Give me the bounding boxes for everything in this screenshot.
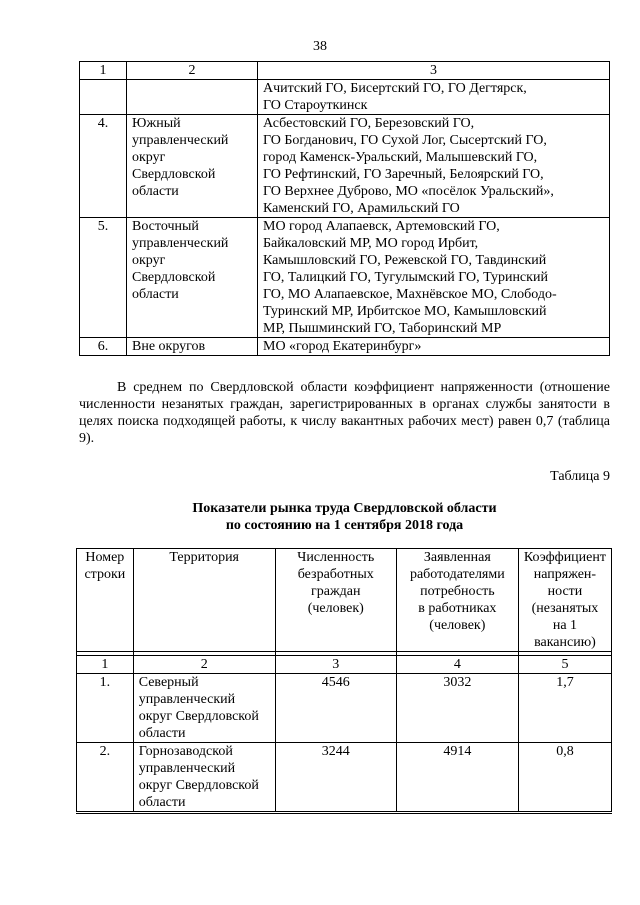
column-number: 4 [396,656,518,674]
column-number: 5 [518,656,611,674]
tension-ratio: 0,8 [518,743,611,813]
header-line: Коэффициент [523,550,606,565]
row-number: 6. [80,338,127,356]
header-line: потребность [420,584,495,599]
table-row [80,338,610,356]
municipalities-line: Байкаловский МР, МО город Ирбит, [263,236,479,251]
municipalities-line: ГО Рефтинский, ГО Заречный, Белоярский ГО, [263,167,544,182]
column-number: 2 [133,656,275,674]
municipalities-line: Камышловский ГО, Режевской ГО, Тавдинский [263,253,547,268]
municipalities-line: Асбестовский ГО, Березовский ГО, [263,116,475,131]
municipalities-list [258,218,610,338]
municipalities-line: Ачитский ГО, Бисертский ГО, ГО Дегтярск, [263,81,527,96]
header-line: Численность [297,550,375,565]
table-title [79,500,610,534]
header-line: вакансию) [534,635,596,650]
employer-demand: 3032 [396,674,518,743]
table-header-row [77,549,612,652]
territory-line: округ Свердловской [138,709,259,724]
territory-line: области [138,795,186,810]
header-line: граждан [311,584,361,599]
labour-market-table [76,548,612,814]
unemployed-count: 4546 [275,674,396,743]
municipalities-line: МР, Пышминский ГО, Таборинский МР [263,321,502,336]
region-name [127,80,258,115]
region-name: Вне округов [127,338,258,356]
header-line: безработных [297,567,374,582]
row-number: 2. [77,743,134,813]
header-cell-ratio [518,549,611,652]
row-number: 5. [80,218,127,338]
header-line: ности [547,584,583,599]
header-line: строки [84,567,126,582]
municipalities-line: Каменский ГО, Арамильский ГО [263,201,460,216]
header-line: (человек) [307,601,364,616]
municipalities-line: ГО Верхнее Дуброво, МО «посёлок Уральский», [263,184,554,199]
header-line: на 1 [552,618,578,633]
header-line: (человек) [429,618,486,633]
header-line: работодателями [409,567,505,582]
table-row [80,218,610,338]
header-line: Номер [85,550,125,565]
row-number: 1. [77,674,134,743]
municipalities-list [258,115,610,218]
body-paragraph: В среднем по Свердловской области коэффициент напряженности (отношение численности незанятых граждан, зарегистрированных в органах службы занятости в целях поиска подходящей работы, к числу вакантных рабочих мест) равен 0,7 (таблица 9). [79,380,610,446]
column-numbers-row [77,656,612,674]
page-number: 38 [313,39,327,54]
header-cell-row-number [77,549,134,652]
header-cell: 3 [258,62,610,80]
municipalities-line: Туринский МР, Ирбитское МО, Камышловский [263,304,547,319]
header-line: напряжен- [533,567,597,582]
region-name: Восточный управленческий округ Свердловской области [127,218,258,338]
tension-ratio: 1,7 [518,674,611,743]
territory-line: управленческий [138,692,236,707]
table-title-line: по состоянию на 1 сентября 2018 года [225,518,464,533]
territory-name [133,674,275,743]
table-row [80,115,610,218]
territory-line: управленческий [138,761,236,776]
header-line: в работниках [418,601,497,616]
territory-name [133,743,275,813]
municipalities-line: ГО Богданович, ГО Сухой Лог, Сысертский ГО, [263,133,547,148]
header-cell-demand [396,549,518,652]
header-cell-unemployed [275,549,396,652]
table-row [77,674,612,743]
municipalities-line: МО город Алапаевск, Артемовский ГО, [263,219,500,234]
header-line: (незанятых [531,601,599,616]
row-number [80,80,127,115]
municipalities-line: ГО Староуткинск [263,98,368,113]
employer-demand: 4914 [396,743,518,813]
column-number: 1 [77,656,134,674]
header-line: Территория [169,550,239,565]
region-name: Южный управленческий округ Свердловской области [127,115,258,218]
municipalities-list [258,338,610,356]
municipalities-line: МО «город Екатеринбург» [263,339,422,354]
territory-line: области [138,726,186,741]
table-row [80,80,610,115]
districts-table [79,61,610,356]
unemployed-count: 3244 [275,743,396,813]
row-number: 4. [80,115,127,218]
table-title-line: Показатели рынка труда Свердловской области [192,501,497,516]
municipalities-line: город Каменск-Уральский, Малышевский ГО, [263,150,538,165]
table-label: Таблица 9 [550,469,610,484]
header-cell: 2 [127,62,258,80]
territory-line: Горнозаводской [138,744,233,759]
header-cell: 1 [80,62,127,80]
municipalities-line: ГО, МО Алапаевское, Махнёвское МО, Слободо- [263,287,557,302]
territory-line: Северный [138,675,199,690]
header-cell-territory [133,549,275,652]
column-number: 3 [275,656,396,674]
header-line: Заявленная [423,550,491,565]
table-header-row [80,62,610,80]
municipalities-line: ГО, Талицкий ГО, Тугулымский ГО, Туринский [263,270,548,285]
table-row [77,743,612,813]
municipalities-list [258,80,610,115]
territory-line: округ Свердловской [138,778,259,793]
